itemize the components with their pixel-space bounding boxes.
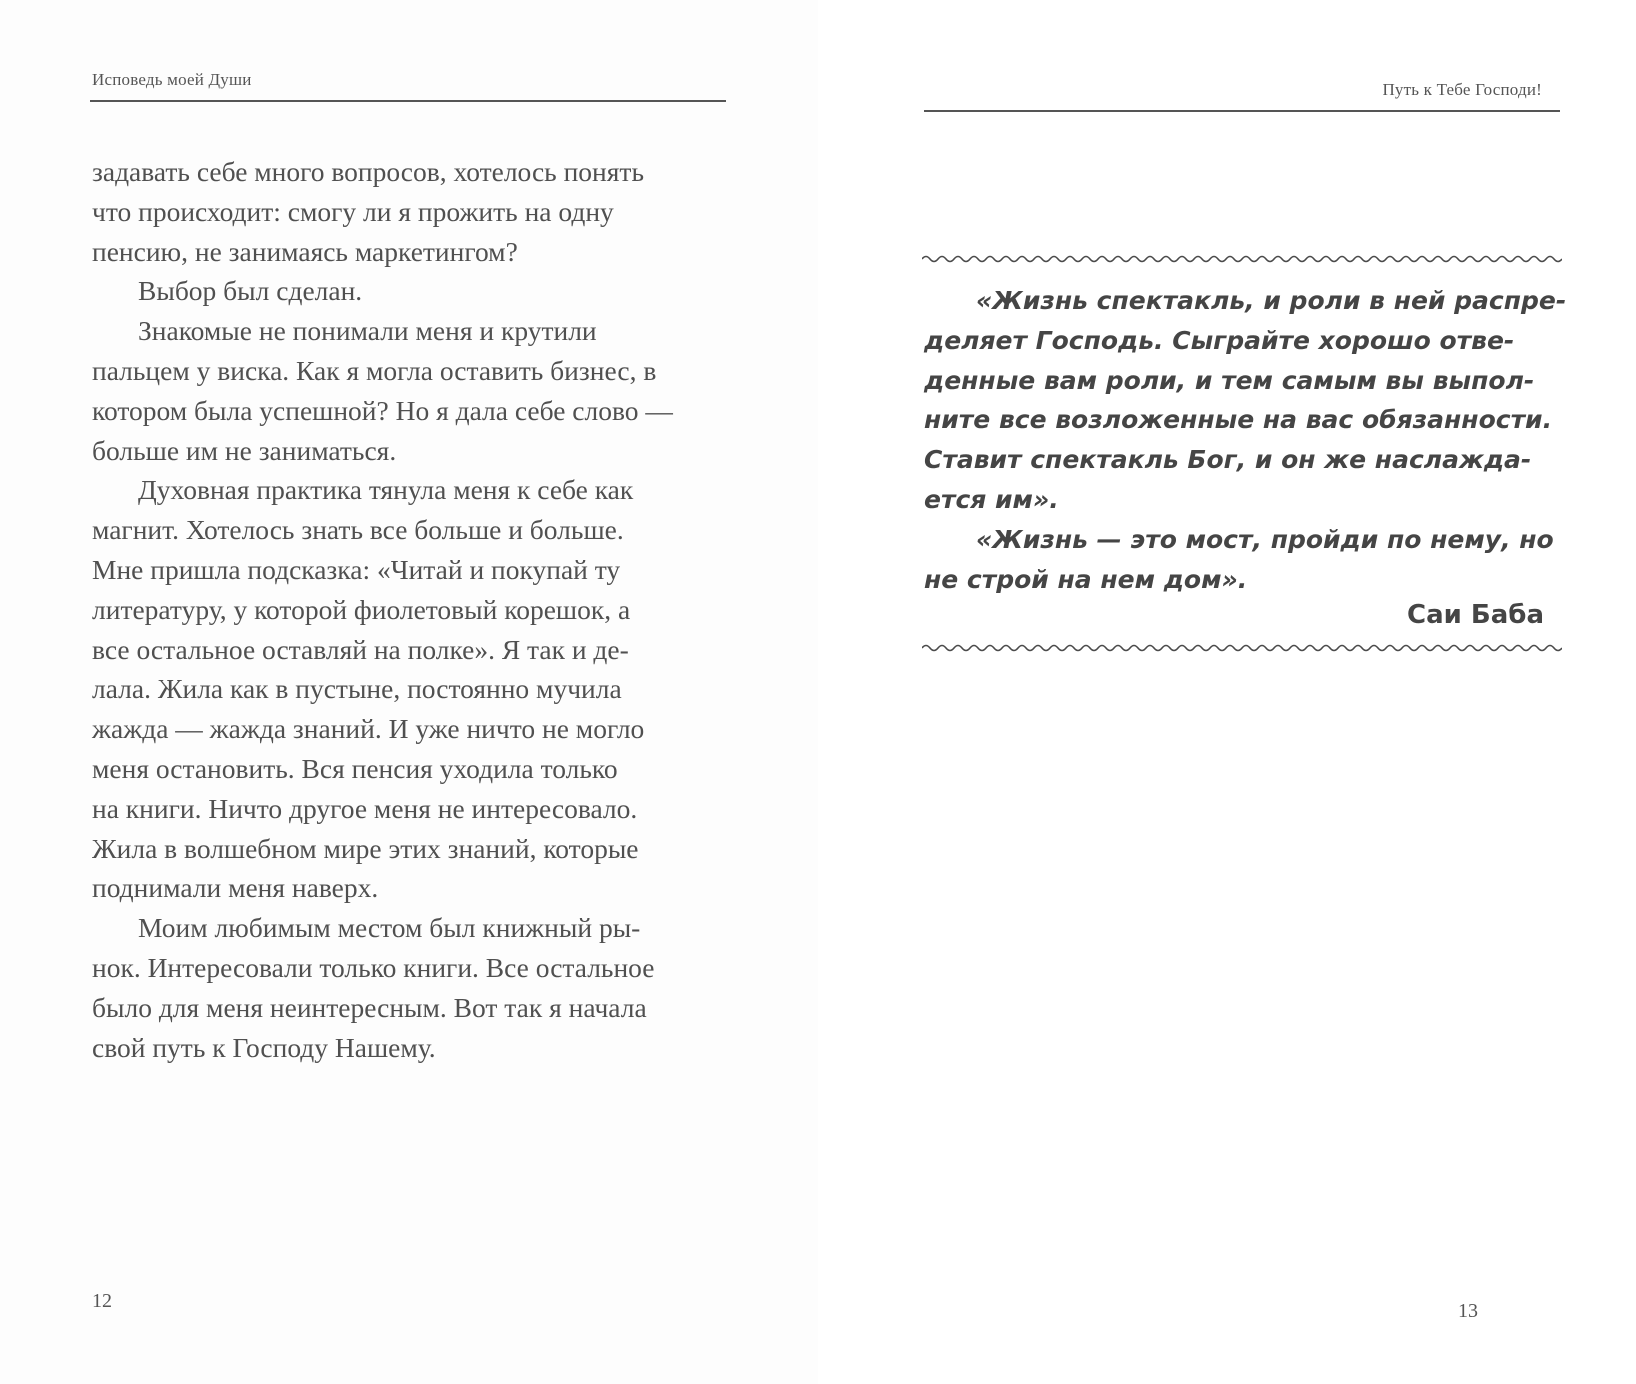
running-header-right: Путь к Тебе Господи! — [1382, 80, 1542, 99]
quote-line: не строй на нем дом». — [924, 564, 1248, 594]
wavy-divider-path — [922, 257, 1562, 262]
text-line: литературу, у которой фиолетовый корешок, а — [92, 593, 631, 625]
running-header-left: Исповедь моей Души — [92, 70, 252, 89]
text-line: было для меня неинтересным. Вот так я начала — [92, 991, 647, 1023]
text-line: пальцем у виска. Как я могла оставить бизнес, в — [92, 354, 657, 386]
right-page — [818, 0, 1636, 1384]
text-line: Жила в волшебном мире этих знаний, которые — [92, 832, 639, 864]
text-line: что происходит: смогу ли я прожить на одну — [92, 195, 614, 227]
text-line: Мне пришла подсказка: «Читай и покупай ту — [92, 553, 621, 585]
text-line: поднимали меня наверх. — [92, 872, 379, 904]
header-rule-right — [924, 110, 1560, 112]
text-line: Знакомые не понимали меня и крутили — [138, 315, 597, 347]
header-rule-left — [90, 100, 726, 102]
text-line: на книги. Ничто другое меня не интересовало. — [92, 792, 638, 824]
quote-line: ется им». — [924, 484, 1059, 514]
text-line: свой путь к Господу Нашему. — [92, 1031, 436, 1063]
wavy-divider-icon — [922, 252, 1562, 266]
quote-line: «Жизнь спектакль, и роли в ней распре- — [976, 286, 1567, 315]
quote-line: ните все возложенные на вас обязанности. — [924, 405, 1553, 435]
text-line: Выбор был сделан. — [138, 275, 363, 307]
quote-attribution: Саи Баба — [1407, 600, 1544, 630]
text-line: магнит. Хотелось знать все больше и больше. — [92, 514, 624, 546]
text-line: Моим любимым местом был книжный ры- — [138, 912, 641, 944]
text-line: котором была успешной? Но я дала себе слово — — [92, 394, 673, 426]
quote-block — [924, 281, 1567, 599]
text-line: задавать себе много вопросов, хотелось понять — [92, 156, 644, 187]
quote-line: Ставит спектакль Бог, и он же наслажда- — [924, 445, 1532, 475]
quote-line: денные вам роли, и тем самым вы выпол- — [924, 365, 1535, 395]
page-number-left: 12 — [92, 1290, 112, 1312]
text-line: жажда — жажда знаний. И уже ничто не могло — [92, 713, 645, 745]
wavy-divider-path — [922, 646, 1562, 651]
text-line: нок. Интересовали только книги. Все остальное — [92, 951, 655, 983]
text-line: все остальное оставляй на полке». Я так и де- — [92, 633, 629, 665]
text-line: пенсию, не занимаясь маркетингом? — [92, 235, 518, 267]
text-line: меня остановить. Вся пенсия уходила только — [92, 752, 618, 784]
page-number-right: 13 — [1458, 1300, 1478, 1322]
quote-line: «Жизнь — это мост, пройди по нему, но — [976, 524, 1554, 554]
text-line: больше им не заниматься. — [92, 434, 397, 466]
text-line: Духовная практика тянула меня к себе как — [138, 474, 634, 506]
quote-line: деляет Господь. Сыграйте хорошо отве- — [924, 325, 1515, 355]
text-line: лала. Жила как в пустыне, постоянно мучила — [92, 673, 622, 705]
body-text — [92, 152, 728, 1067]
wavy-divider-icon — [922, 641, 1562, 655]
